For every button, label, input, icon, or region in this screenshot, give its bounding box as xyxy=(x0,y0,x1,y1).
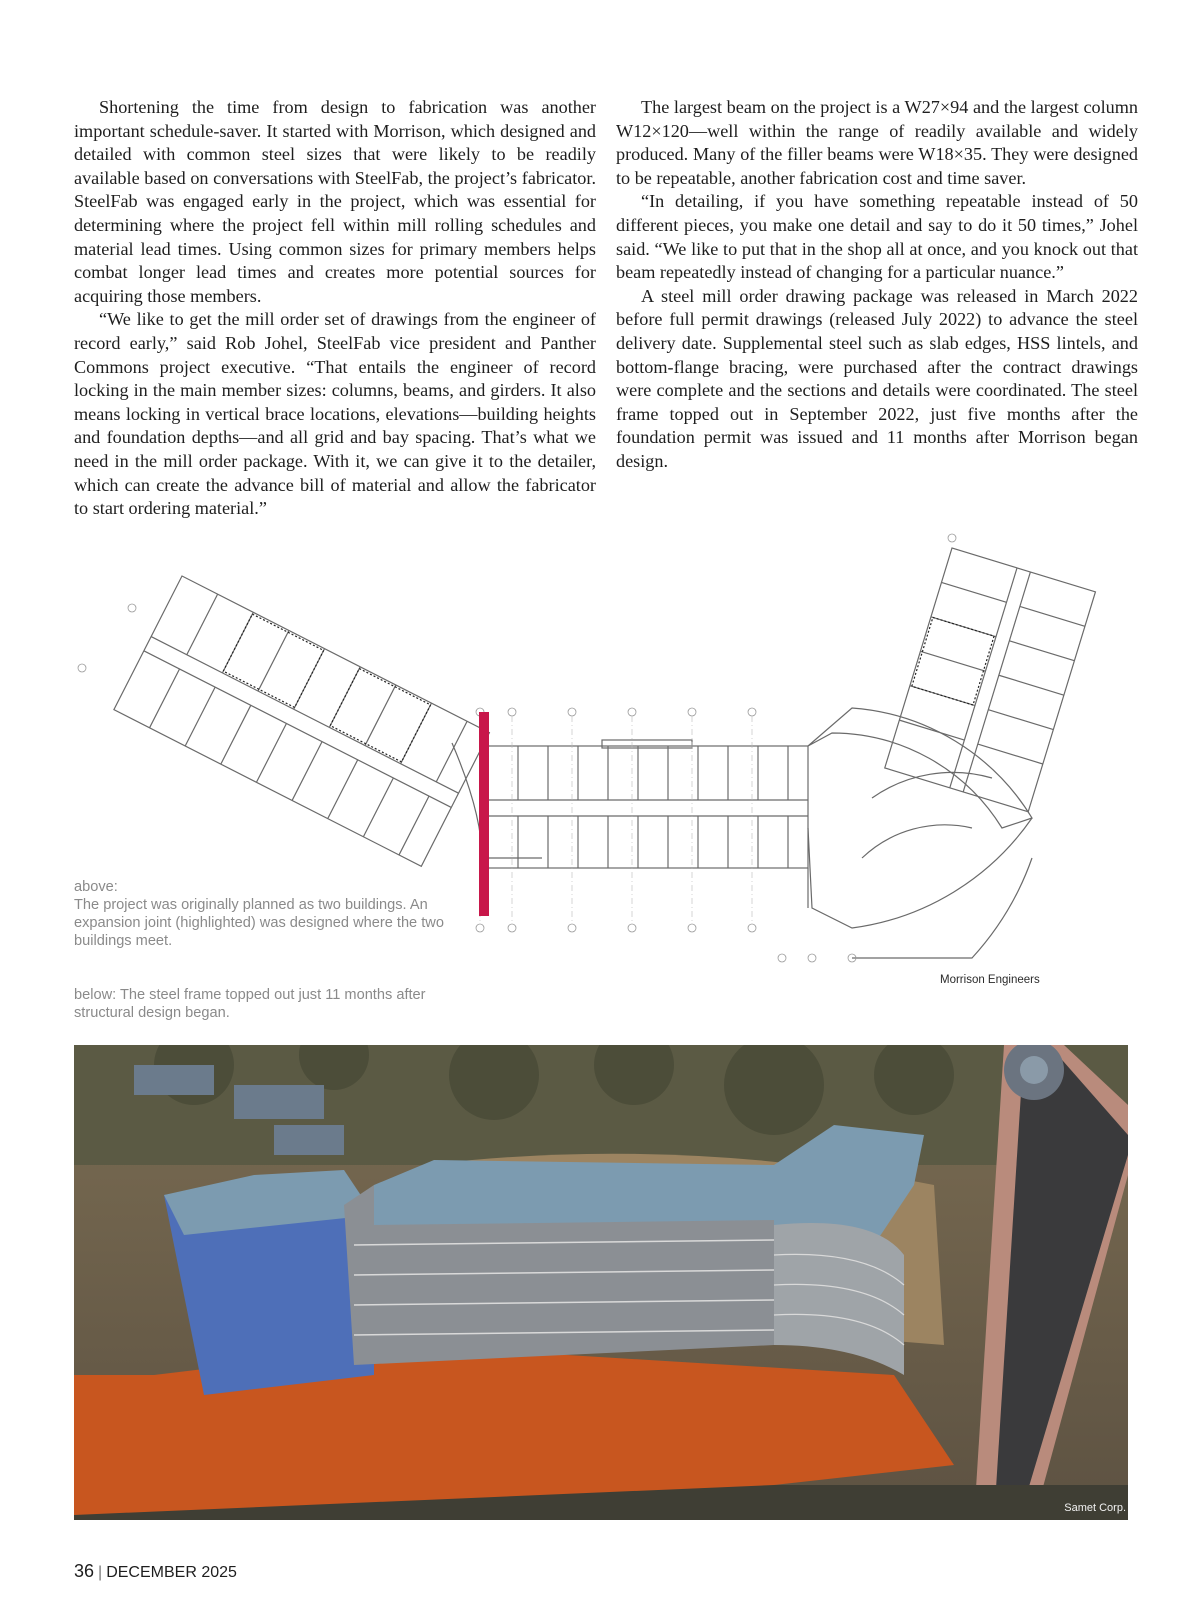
page-folio: 36 | DECEMBER 2025 xyxy=(74,1561,237,1581)
right-wing xyxy=(885,548,1096,812)
paragraph: The largest beam on the project is a W27×94 and the largest column W12×120—well within the range of readily available and widely produced. Many of the filler beams were W18×35. They were designed to be repeatable, another fabrication cost and time saver. xyxy=(616,97,1138,188)
right-rotunda xyxy=(808,708,1032,958)
caption-below: below: The steel frame topped out just 11 months after structural design began. xyxy=(74,987,426,1021)
caption-above xyxy=(74,878,454,950)
caption-label: above: xyxy=(74,879,118,895)
issue-date: DECEMBER 2025 xyxy=(106,1564,237,1581)
paragraph: “In detailing, if you have something repeatable instead of 50 different pieces, you make one detail and say to do it 50 times,” Johel said. “We like to put that in the shop all at once, and you knock out that beam repeatedly instead of changing for a particular nuance.” xyxy=(616,191,1138,283)
paragraph: Shortening the time from design to fabrication was another important schedule-saver. It started with Morrison, which designed and detailed with common steel sizes that were likely to be readily available based on conversations with SteelFab, the project’s fabricator. SteelFab was engaged early in the project, which was essential for determining where the project fell within mill rolling schedules and material lead times. Using common sizes for primary members helps combat longer lead times and creates more potential sources for acquiring those members. xyxy=(74,97,596,306)
article-column-left xyxy=(74,96,596,521)
photo-credit-aerial: Samet Corp. xyxy=(1064,1502,1126,1514)
aerial-photo xyxy=(74,1045,1128,1520)
article-column-right xyxy=(616,96,1138,474)
center-block xyxy=(488,740,808,868)
page-number: 36 xyxy=(74,1561,95,1581)
paragraph: A steel mill order drawing package was released in March 2022 before full permit drawings (released July 2022) to advance the steel delivery date. Supplemental steel such as slab edges, HSS lintels, and bottom-flange bracing, were purchased after the contract drawings were complete and the sections and details were coordinated. The steel frame topped out in September 2022, just five months after the foundation permit was issued and 11 months after Morrison began design. xyxy=(616,285,1138,471)
paragraph: “We like to get the mill order set of drawings from the engineer of record early,” said Rob Johel, SteelFab vice president and Panther Commons project executive. “That entails the engineer of record locking in the main member sizes: columns, beams, and girders. It also means locking in vertical brace locations, elevations—building heights and foundation depths—and all grid and bay spacing. That’s what we need in the mill order package. With it, we can give it to the detailer, which can create the advance bill of material and allow the fabricator to start ordering material.” xyxy=(74,309,596,519)
caption-text: The project was originally planned as two buildings. An expansion joint (highlighted) was designed where the two buildings meet. xyxy=(74,897,444,949)
left-wing xyxy=(114,576,489,866)
photo-credit-plan: Morrison Engineers xyxy=(940,974,1040,986)
expansion-joint-highlight xyxy=(479,712,489,916)
